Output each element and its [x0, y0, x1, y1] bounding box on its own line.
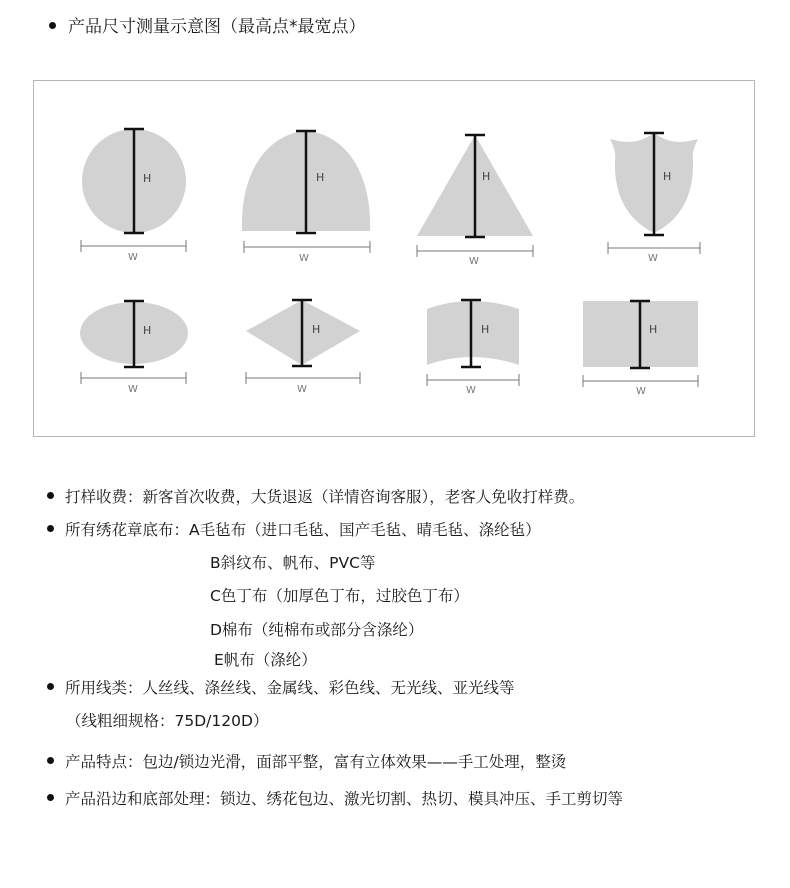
fabric-c-text: C色丁布（加厚色丁布，过胶色丁布） — [210, 587, 469, 605]
threads-text: 所用线类：人丝线、涤丝线、金属线、彩色线、无光线、亚光线等 — [65, 679, 515, 697]
shield-shape — [608, 133, 700, 264]
thread-spec-text: （线粗细规格：75D/120D） — [66, 712, 269, 730]
height-label: H — [649, 323, 658, 336]
info-features — [47, 752, 566, 772]
fabric-b-text: B斜纹布、帆布、PVC等 — [210, 554, 376, 572]
fabric-e-text: E帆布（涤纶） — [214, 651, 317, 669]
fabric-a-text: 所有绣花章底布：A毛毡布（进口毛毡、国产毛毡、晴毛毡、涤纶毡） — [65, 521, 541, 539]
height-label: H — [316, 171, 325, 184]
height-label: H — [143, 324, 152, 337]
info-fabric-d — [210, 620, 423, 640]
circle-shape — [81, 129, 186, 263]
diamond-shape — [246, 300, 360, 395]
fabric-d-text: D棉布（纯棉布或部分含涤纶） — [210, 621, 424, 639]
height-label: H — [312, 323, 321, 336]
bullet-icon — [47, 525, 54, 532]
width-label: W — [299, 253, 309, 264]
info-thread-spec — [66, 711, 268, 731]
bullet-icon — [47, 794, 54, 801]
measurement-diagram — [33, 80, 755, 437]
ellipse-shape — [80, 301, 188, 395]
heading-text: 产品尺寸测量示意图（最高点*最宽点） — [68, 17, 366, 37]
features-text: 产品特点：包边/锁边光滑，面部平整，富有立体效果——手工处理，整烫 — [65, 753, 567, 771]
bullet-icon — [47, 683, 54, 690]
sample-fee-text: 打样收费：新客首次收费，大货退返（详情咨询客服），老客人免收打样费。 — [65, 488, 585, 506]
width-label: W — [466, 385, 476, 396]
bullet-icon — [47, 757, 54, 764]
height-label: H — [143, 172, 152, 185]
width-label: W — [128, 384, 138, 395]
width-label: W — [128, 252, 138, 263]
info-fabric-a — [47, 520, 541, 540]
rectangle-shape — [583, 301, 698, 397]
info-threads — [47, 678, 515, 698]
info-edge-processing — [47, 789, 623, 809]
edge-processing-text: 产品沿边和底部处理：锁边、绣花包边、激光切割、热切、模具冲压、手工剪切等 — [65, 790, 624, 808]
arch-shape — [242, 131, 370, 264]
height-label: H — [663, 170, 672, 183]
triangle-shape — [417, 135, 533, 267]
height-label: H — [481, 323, 490, 336]
width-label: W — [636, 386, 646, 397]
bullet-icon — [49, 22, 56, 29]
width-label: W — [648, 253, 658, 264]
curved-banner-shape — [427, 300, 519, 396]
shapes-canvas — [34, 81, 754, 436]
height-label: H — [482, 170, 491, 183]
section-heading — [49, 16, 366, 38]
bullet-icon — [47, 492, 54, 499]
info-fabric-e — [214, 650, 317, 670]
width-label: W — [297, 384, 307, 395]
info-fabric-b — [210, 553, 375, 573]
info-sample-fee — [47, 487, 584, 507]
info-fabric-c — [210, 586, 469, 606]
width-label: W — [469, 256, 479, 267]
